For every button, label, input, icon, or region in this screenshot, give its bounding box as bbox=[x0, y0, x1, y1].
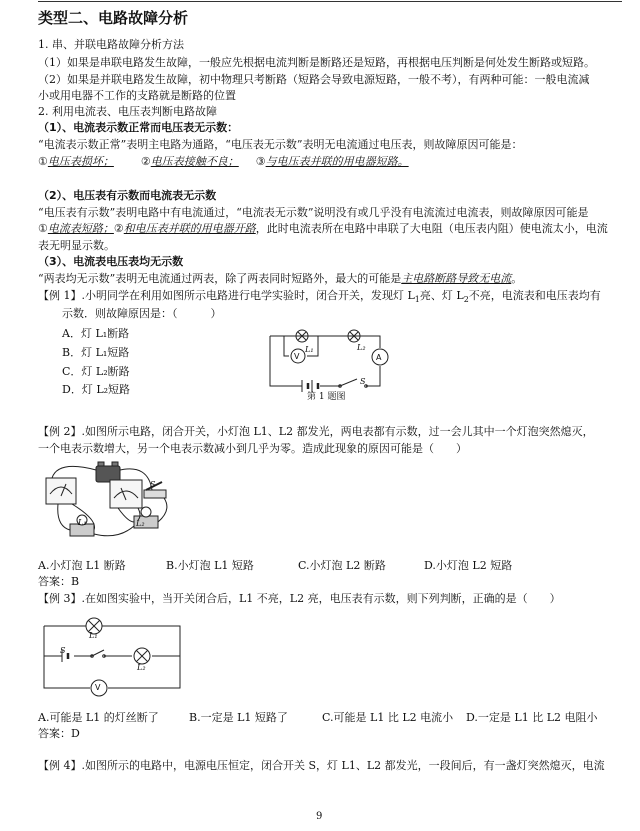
paragraph-line: “电流表示数正常”表明主电路为通路，“电压表无示数”表明无电流通过电压表，则故障原因可能是： bbox=[38, 138, 523, 151]
figure-caption: 第 1 题图 bbox=[307, 392, 346, 402]
fig-label-l1: L₁ bbox=[305, 345, 314, 354]
paragraph-line: “电压表有示数”表明电路中有电流通过，“电流表无示数”说明没有或几乎没有电流流过电流表，则故障原因可能是 bbox=[38, 206, 589, 219]
question-line bbox=[38, 424, 594, 440]
case-title: （2）、电压表有示数而电流表无示数 bbox=[38, 189, 217, 202]
reason-item: 主电路断路导致无电流 bbox=[401, 272, 512, 285]
option-c: C．灯 L₂断路 bbox=[62, 365, 130, 378]
fig-label-l2: L₂ bbox=[137, 663, 146, 672]
page-number: 9 bbox=[316, 811, 323, 822]
fig-label-l2: L₂ bbox=[136, 519, 145, 528]
reason-item: 和电压表并联的用电器开路 bbox=[123, 222, 256, 235]
apparatus-figure-2 bbox=[38, 460, 188, 545]
fig-label-l1: L₁ bbox=[78, 518, 87, 527]
fig-label-v: V bbox=[294, 352, 300, 361]
fig-label-s: S bbox=[150, 480, 156, 489]
section-heading: 2. 利用电流表、电压表判断电路故障 bbox=[38, 105, 217, 118]
meter-icon bbox=[46, 478, 76, 504]
question-text: .如图所示电路，闭合开关，小灯泡 L1、L2 都发光，两电表都有示数，过一会儿其中一个灯泡突然熄灭， bbox=[81, 425, 594, 438]
question-text: 亮、灯 L bbox=[419, 289, 464, 302]
paragraph-line bbox=[38, 271, 522, 287]
reason-item: 电压表损坏； bbox=[47, 155, 114, 168]
reason-list bbox=[38, 154, 409, 170]
option-b: B.小灯泡 L1 短路 bbox=[166, 559, 254, 572]
option-a: A.小灯泡 L1 断路 bbox=[38, 559, 126, 572]
option-b: B.一定是 L1 短路了 bbox=[189, 711, 288, 724]
question-line bbox=[38, 591, 561, 607]
example-label: 【例 2】 bbox=[38, 425, 82, 438]
reason-item: 与电压表并联的用电器短路。 bbox=[265, 155, 409, 168]
reason-item: 电压表接触不良； bbox=[150, 155, 239, 168]
fig-label-a: A bbox=[376, 353, 382, 362]
fig-label-l1: L₁ bbox=[89, 631, 98, 640]
paragraph-line bbox=[38, 221, 608, 237]
example-label: 【例 3】 bbox=[38, 592, 82, 605]
paragraph-line: 表无明显示数。 bbox=[38, 239, 115, 252]
example-label: 【例 1】 bbox=[38, 289, 82, 302]
page-title: 类型二、电路故障分析 bbox=[38, 9, 189, 27]
reason-item: 电流表短路； bbox=[47, 222, 114, 235]
fig-label-l2: L₂ bbox=[357, 343, 366, 352]
option-c: C.小灯泡 L2 断路 bbox=[298, 559, 386, 572]
paragraph-line: （2）如果是并联电路发生故障，初中物理只考断路（短路会导致电源短路，一般不考），有两种可能：一般电流减 bbox=[38, 73, 590, 86]
circuit-figure-3 bbox=[44, 612, 184, 698]
reason-index: ① bbox=[38, 155, 48, 168]
question-line bbox=[38, 758, 605, 774]
switch-icon bbox=[340, 379, 357, 386]
switch-icon bbox=[144, 490, 166, 498]
switch-icon bbox=[92, 650, 104, 656]
question-text: 不亮，电流表和电压表均有 bbox=[468, 289, 601, 302]
case-title: （1）、电流表示数正常而电压表无示数： bbox=[38, 121, 239, 134]
answer: 答案：D bbox=[38, 727, 80, 740]
option-d: D.一定是 L1 比 L2 电阻小 bbox=[466, 711, 598, 724]
example-label: 【例 4】 bbox=[38, 759, 82, 772]
question-text: .如图所示的电路中，电源电压恒定，闭合开关 S，灯 L1、L2 都发光，一段间后，有一盏灯突然熄灭，电流 bbox=[81, 759, 605, 772]
option-b: B．灯 L₁短路 bbox=[62, 346, 130, 359]
subscript: 1 bbox=[414, 295, 420, 305]
paragraph-text: “两表均无示数”表明无电流通过两表，除了两表同时短路外，最大的可能是 bbox=[38, 272, 402, 285]
paragraph-line: （1）如果是串联电路发生故障，一般应先根据电流判断是断路还是短路，再根据电压判断是何处发生断路或短路。 bbox=[38, 56, 595, 69]
question-line: 一个电表示数增大，另一个电表示数减小到几乎为零。造成此现象的原因可能是（ ） bbox=[38, 442, 467, 455]
option-c: C.可能是 L1 比 L2 电流小 bbox=[322, 711, 454, 724]
reason-index: ② bbox=[113, 222, 124, 235]
question-text: .在如图实验中，当开关闭合后，L1 不亮，L2 亮，电压表有示数，则下列判断，正确的是（ ） bbox=[81, 592, 561, 605]
paragraph-text: 。 bbox=[511, 272, 523, 285]
option-a: A．灯 L₁断路 bbox=[62, 327, 130, 340]
fig-label-s: S bbox=[60, 646, 66, 655]
fig-label-s: S bbox=[360, 377, 366, 386]
subscript: 2 bbox=[463, 295, 469, 305]
answer: 答案：B bbox=[38, 575, 80, 588]
reason-index: ③ bbox=[255, 155, 266, 168]
reason-index: ① bbox=[38, 222, 48, 235]
paragraph-line: 小或用电器不工作的支路就是断路的位置 bbox=[38, 89, 236, 102]
meter-icon bbox=[110, 480, 142, 508]
fig-label-v: V bbox=[95, 683, 101, 692]
case-title: （3）、电流表电压表均无示数 bbox=[38, 255, 184, 268]
option-d: D.小灯泡 L2 短路 bbox=[424, 559, 513, 572]
question-line: 示数．则故障原因是：（ ） bbox=[62, 307, 222, 320]
paragraph-text: ，此时电流表所在电路中串联了大电阻（电压表内阻）使电流太小，电流 bbox=[255, 222, 608, 235]
option-a: A.可能是 L1 的灯丝断了 bbox=[38, 711, 159, 724]
option-d: D．灯 L₂短路 bbox=[62, 383, 131, 396]
header-rule bbox=[38, 1, 622, 2]
question-text: .小明同学在利用如图所示电路进行电学实验时，闭合开关，发现灯 L bbox=[81, 289, 415, 302]
reason-index: ② bbox=[140, 155, 151, 168]
section-heading: 1. 串、并联电路故障分析方法 bbox=[38, 38, 184, 51]
